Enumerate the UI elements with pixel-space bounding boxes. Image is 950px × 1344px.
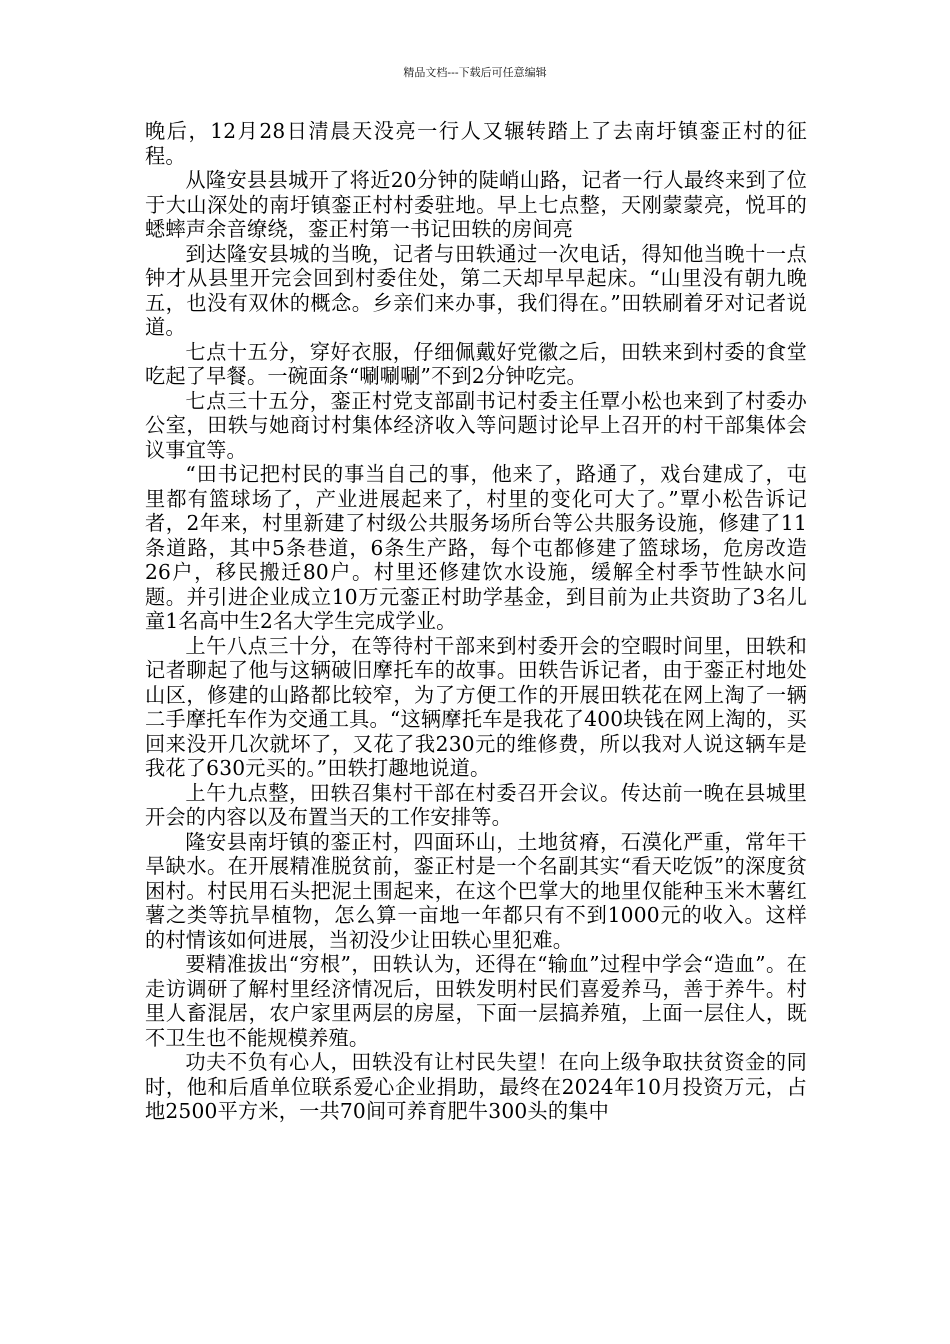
- paragraph-3: 到达隆安县城的当晚，记者与田轶通过一次电话，得知他当晚十一点钟才从县里开完会回到村委住处，第二天却早早起床。“山里没有朝九晚五，也没有双休的概念。乡亲们来办事，我们得在。”田轶刷着牙对记者说道。: [145, 241, 807, 339]
- document-body: [145, 119, 807, 1124]
- paragraph-2: 从隆安县县城开了将近20分钟的陡峭山路，记者一行人最终来到了位于大山深处的南圩镇銮正村村委驻地。早上七点整，天刚蒙蒙亮，悦耳的蟋蟀声余音缭绕，銮正村第一书记田轶的房间亮: [145, 168, 807, 241]
- paragraph-10: 要精准拔出“穷根”，田轶认为，还得在“输血”过程中学会“造血”。在走访调研了解村里经济情况后，田轶发明村民们喜爱养马，善于养牛。村里人畜混居，农户家里两层的房屋，下面一层搞养殖，上面一层住人，既不卫生也不能规模养殖。: [145, 952, 807, 1050]
- paragraph-8: 上午九点整，田轶召集村干部在村委召开会议。传达前一晚在县城里开会的内容以及布置当天的工作安排等。: [145, 780, 807, 829]
- paragraph-5: 七点三十五分，銮正村党支部副书记村委主任覃小松也来到了村委办公室，田轶与她商讨村集体经济收入等问题讨论早上召开的村干部集体会议事宜等。: [145, 388, 807, 462]
- paragraph-11: 功夫不负有心人，田轶没有让村民失望！在向上级争取扶贫资金的同时，他和后盾单位联系爱心企业捐助，最终在2024年10月投资万元，占地2500平方米，一共70间可养育肥牛300头的集中: [145, 1050, 807, 1123]
- paragraph-1: 晚后，12月28日清晨天没亮一行人又辗转踏上了去南圩镇銮正村的征程。: [145, 119, 807, 168]
- paragraph-7: 上午八点三十分，在等待村干部来到村委开会的空暇时间里，田轶和记者聊起了他与这辆破旧摩托车的故事。田轶告诉记者，由于銮正村地处山区，修建的山路都比较窄，为了方便工作的开展田轶花在网上淘了一辆二手摩托车作为交通工具。“这辆摩托车是我花了400块钱在网上淘的，买回来没开几次就坏了，又花了我230元的维修费，所以我对人说这辆车是我花了630元买的。”田轶打趣地说道。: [145, 633, 807, 780]
- paragraph-9: 隆安县南圩镇的銮正村，四面环山，土地贫瘠，石漠化严重，常年干旱缺水。在开展精准脱贫前，銮正村是一个名副其实“看天吃饭”的深度贫困村。村民用石头把泥土围起来，在这个巴掌大的地里仅能种玉米木薯红薯之类等抗旱植物，怎么算一亩地一年都只有不到1000元的收入。这样的村情该如何进展，当初没少让田轶心里犯难。: [145, 829, 807, 952]
- paragraph-4: 七点十五分，穿好衣服，仔细佩戴好党徽之后，田轶来到村委的食堂吃起了早餐。一碗面条“唰唰唰”不到2分钟吃完。: [145, 339, 807, 388]
- paragraph-6: “田书记把村民的事当自己的事，他来了，路通了，戏台建成了，屯里都有篮球场了，产业进展起来了，村里的变化可大了。”覃小松告诉记者，2年来，村里新建了村级公共服务场所台等公共服务设施，修建了11条道路，其中5条巷道，6条生产路，每个屯都修建了篮球场，危房改造26户，移民搬迁80户。村里还修建饮水设施，缓解全村季节性缺水问题。并引进企业成立10万元銮正村助学基金，到目前为止共资助了3名儿童1名高中生2名大学生完成学业。: [145, 462, 807, 633]
- page-header: 精品文档---下载后可任意编辑: [403, 66, 547, 79]
